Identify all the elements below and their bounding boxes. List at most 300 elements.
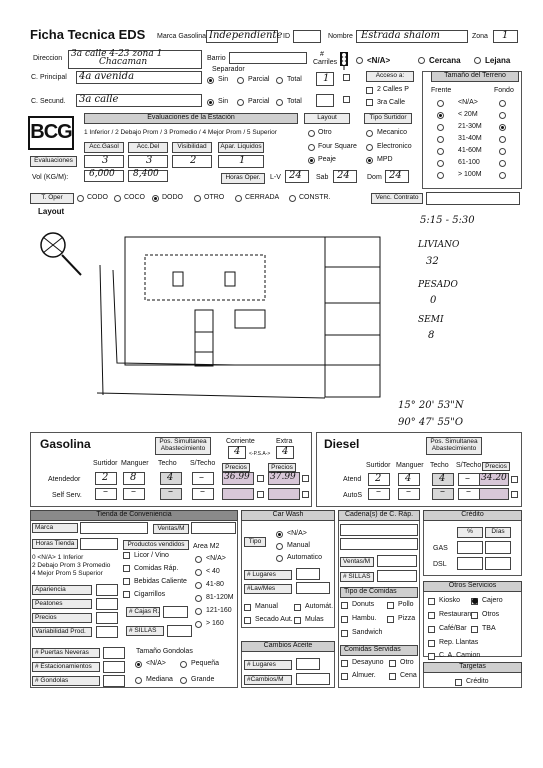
distancia-cercana-radio[interactable] xyxy=(418,57,425,64)
otros-servicio-check[interactable] xyxy=(428,626,435,633)
carwash-check[interactable] xyxy=(244,604,251,611)
tam-gondola-radio[interactable] xyxy=(180,661,187,668)
tienda-producto-label: Licor / Vino xyxy=(134,552,169,559)
tam-gondola-radio[interactable] xyxy=(180,677,187,684)
gasolina-pos-sim-button[interactable]: Pos. Simultanea Abastecimiento xyxy=(155,437,211,455)
tipo-oper-label: CERRADA xyxy=(245,194,280,201)
marca-field[interactable] xyxy=(206,30,283,43)
tres-calle-check[interactable] xyxy=(366,99,373,106)
targetas-credito-check[interactable] xyxy=(455,679,462,686)
tam-gondolas-label: Tamaño Gondolas xyxy=(136,648,193,655)
carwash-lav-field[interactable] xyxy=(296,582,330,594)
otros-servicio-check[interactable] xyxy=(428,598,435,605)
tienda-area-radio[interactable] xyxy=(195,595,202,602)
vol-label: Vol (KG/M): xyxy=(32,174,69,181)
surtidor-type-radio[interactable] xyxy=(366,157,373,164)
otros-servicio-label: Otros xyxy=(482,611,500,618)
evaluacion-value-field[interactable] xyxy=(172,155,212,168)
tienda-scale-3: 4 Mejor Prom 5 Superior xyxy=(32,570,103,577)
surtidor-option-radio[interactable] xyxy=(308,144,315,151)
otros-servicio-check[interactable] xyxy=(471,598,478,605)
principal-parcial-radio[interactable] xyxy=(237,77,244,84)
tipo-oper-radio[interactable] xyxy=(114,195,121,202)
direccion-value-1: 3a calle 4-23 zona 1 xyxy=(71,49,163,59)
cadena-servidas-label: Otro xyxy=(400,659,414,666)
tienda-area-radio[interactable] xyxy=(195,582,202,589)
precio-extra-self-check[interactable] xyxy=(302,491,309,498)
cadena-tipo-check[interactable] xyxy=(341,630,348,637)
vol-value-1: 6,000 xyxy=(89,169,115,179)
terreno-option-label: < 20M xyxy=(458,111,478,118)
tienda-horas-field[interactable] xyxy=(80,538,118,550)
terreno-frente-radio[interactable] xyxy=(437,112,444,119)
tienda-area-label: 81-120M xyxy=(206,594,234,601)
carwash-tipo-radio[interactable] xyxy=(276,555,283,562)
terreno-option-label: <N/A> xyxy=(458,99,478,106)
vol-field-1[interactable] xyxy=(84,170,124,182)
sab-field[interactable] xyxy=(333,170,357,183)
diesel-atend-label: Atend xyxy=(343,476,362,483)
id-field[interactable] xyxy=(293,30,321,43)
tipo-oper-radio[interactable] xyxy=(152,195,159,202)
gasolina-self-field[interactable] xyxy=(192,488,214,500)
cadena-tipo-check[interactable] xyxy=(387,616,394,623)
evaluacion-value: 2 xyxy=(190,155,197,166)
gasolina-atendedor-value: 8 xyxy=(130,472,137,483)
cadena-ventas-field[interactable] xyxy=(377,555,417,567)
distancia-na-radio[interactable] xyxy=(356,57,363,64)
layout-button[interactable]: Layout xyxy=(304,113,350,124)
distancia-na-label: <N/A> xyxy=(367,56,391,65)
terreno-fondo-radio[interactable] xyxy=(499,112,506,119)
horas-oper-button[interactable]: Horas Oper. xyxy=(221,173,265,184)
vol-field-2[interactable] xyxy=(128,170,168,182)
tienda-area-label: 121-160 xyxy=(206,607,232,614)
gasolina-atendedor-field[interactable] xyxy=(123,472,145,485)
psa-label: <-P.S.A-> xyxy=(249,451,271,457)
diesel-auto-field[interactable] xyxy=(458,488,480,500)
gasolina-self-field[interactable] xyxy=(123,488,145,500)
calles-value: 1 xyxy=(323,73,330,84)
otros-servicio-label: TBA xyxy=(482,625,496,632)
tienda-producto-label: Comidas Ráp. xyxy=(134,565,179,572)
tienda-title: Tienda de Conveniencia xyxy=(30,510,238,521)
cadena-servidas-check[interactable] xyxy=(389,660,396,667)
surtidor-type-label: Electronico xyxy=(377,142,412,150)
secund-label: C. Secund. xyxy=(31,98,66,105)
zona-field[interactable] xyxy=(493,30,518,43)
credito-gas-pct-field[interactable] xyxy=(457,541,483,554)
diesel-auto-label: AutoS xyxy=(343,492,363,499)
cadena-tipo-check[interactable] xyxy=(341,616,348,623)
secund-parcial-radio[interactable] xyxy=(237,99,244,106)
secund-calles-field[interactable] xyxy=(316,94,334,107)
surtidor-option-label: Peaje xyxy=(318,156,336,163)
principal-total-label: Total xyxy=(287,76,302,83)
evaluacion-value: 1 xyxy=(239,155,246,166)
principal-value: 4a avenida xyxy=(79,71,135,82)
tienda-ventas-label: Ventas/M xyxy=(153,524,189,534)
precio-corriente-self-check[interactable] xyxy=(257,491,264,498)
calles-check[interactable] xyxy=(343,74,350,81)
surtidor-option-label: Otro xyxy=(318,129,332,136)
principal-total-radio[interactable] xyxy=(276,77,283,84)
tienda-horas-label: Horas Tienda xyxy=(32,539,78,549)
tienda-producto-check[interactable] xyxy=(123,578,130,585)
otros-servicio-label: Rep. Llantas xyxy=(439,639,479,646)
carwash-tipo-label: <N/A> xyxy=(287,530,307,537)
evaluacion-value-field[interactable] xyxy=(218,155,264,168)
venc-contrato-field[interactable] xyxy=(426,192,520,205)
evaluacion-value-field[interactable] xyxy=(84,155,124,168)
terreno-fondo-radio[interactable] xyxy=(499,100,506,107)
cadena-servidas-title: Comidas Servidas xyxy=(340,645,418,656)
credito-dsl-dias-field[interactable] xyxy=(485,557,511,570)
diesel-precio-field[interactable] xyxy=(479,473,509,486)
diesel-auto-field[interactable] xyxy=(368,488,390,500)
venc-contrato-button[interactable]: Venc. Contrato xyxy=(371,193,423,204)
diesel-atend-field[interactable] xyxy=(398,473,420,486)
carwash-tipo-radio[interactable] xyxy=(276,543,283,550)
gasolina-atendedor-field[interactable] xyxy=(192,472,214,485)
cambios-mes-field[interactable] xyxy=(296,673,330,685)
carwash-lugares-field[interactable] xyxy=(296,568,320,580)
precio-extra-field[interactable] xyxy=(268,472,300,485)
zona-value: 1 xyxy=(502,30,509,41)
barrio-field[interactable] xyxy=(229,52,307,64)
lv-field[interactable] xyxy=(285,170,309,183)
surtidor-option-radio[interactable] xyxy=(308,157,315,164)
tienda-area-radio[interactable] xyxy=(195,569,202,576)
layout-note-semi: SEMI xyxy=(418,315,444,325)
form-title: Ficha Tecnica EDS xyxy=(30,27,146,42)
estacionamientos-field[interactable] xyxy=(103,661,125,673)
estacionamientos-label: # Estacionamientos xyxy=(32,662,100,672)
sab-value: 24 xyxy=(337,170,350,181)
diesel-atend-field[interactable] xyxy=(432,473,454,486)
gasolina-col-label: S/Techo xyxy=(190,460,216,467)
cadena-servidas-check[interactable] xyxy=(341,673,348,680)
terreno-fondo-label: Fondo xyxy=(494,87,514,94)
diesel-precio-auto-check[interactable] xyxy=(511,491,518,498)
diesel-title: Diesel xyxy=(324,437,360,451)
diesel-precio-check[interactable] xyxy=(511,476,518,483)
carwash-check-label: Mulas xyxy=(305,616,324,623)
gasolina-col-label: Manguer xyxy=(121,460,149,467)
evaluacion-col-label: Acc.Gasol xyxy=(84,142,124,153)
marca-value: Independiente xyxy=(209,30,283,41)
tienda-scale-1: 0 <N/A> 1 Inferior xyxy=(32,554,84,561)
precio-corriente-field[interactable] xyxy=(222,472,254,485)
terreno-frente-radio[interactable] xyxy=(437,172,444,179)
principal-sin-radio[interactable] xyxy=(207,77,214,84)
principal-sin-label: Sin xyxy=(218,76,229,83)
evaluacion-col-label: Visibilidad xyxy=(172,142,212,153)
otros-servicio-check[interactable] xyxy=(428,653,435,660)
gasolina-col-label: Surtidor xyxy=(93,460,118,467)
diesel-auto-field[interactable] xyxy=(398,488,420,500)
evaluacion-col-label: Acc.Del xyxy=(128,142,168,153)
gasolina-self-field[interactable] xyxy=(160,488,182,500)
tipo-oper-label: CONSTR. xyxy=(299,194,331,201)
tienda-area-radio[interactable] xyxy=(195,608,202,615)
tam-gondola-radio[interactable] xyxy=(135,677,142,684)
gasolina-self-value: – xyxy=(168,486,173,497)
direccion-value-2: Chacaman xyxy=(99,57,148,67)
bcg-logo xyxy=(28,116,74,150)
tienda-sillas-field[interactable] xyxy=(167,625,192,637)
carwash-check-label: Manual xyxy=(255,603,278,610)
tam-gondola-label: Pequeña xyxy=(191,660,220,667)
terreno-fondo-radio[interactable] xyxy=(499,160,506,167)
evaluacion-value: 3 xyxy=(102,155,109,166)
dom-label: Dom xyxy=(367,174,382,181)
tienda-producto-check[interactable] xyxy=(123,552,130,559)
nombre-field[interactable] xyxy=(356,30,468,43)
layout-coord-o: 90° 47' 55"O xyxy=(398,417,464,428)
gasolina-atendedor-field[interactable] xyxy=(160,472,182,485)
tienda-area-label: > 160 xyxy=(206,620,224,627)
diesel-auto-value: – xyxy=(406,486,411,497)
diesel-col-label: Techo xyxy=(430,462,449,469)
cadena-field-1[interactable] xyxy=(340,524,418,536)
precio-extra-check[interactable] xyxy=(302,475,309,482)
terreno-frente-radio[interactable] xyxy=(437,100,444,107)
diesel-auto-field[interactable] xyxy=(432,488,454,500)
tienda-marca-field[interactable] xyxy=(80,522,148,534)
tienda-area-radio[interactable] xyxy=(195,621,202,628)
direccion-field[interactable] xyxy=(68,50,202,69)
tienda-ventas-field[interactable] xyxy=(191,522,236,534)
diesel-col-label: S/Techo xyxy=(456,462,482,469)
evaluaciones-header: Evaluaciones de la Estación xyxy=(84,113,298,124)
otros-servicio-check[interactable] xyxy=(428,612,435,619)
carwash-check[interactable] xyxy=(294,604,301,611)
tienda-eval-label: Peatones xyxy=(32,599,92,609)
sab-label: Sab xyxy=(316,174,329,181)
surtidor-type-radio[interactable] xyxy=(366,144,373,151)
cadena-sillas-label: # SILLAS xyxy=(340,572,374,582)
tienda-scale-2: 2 Debajo Prom 3 Promedio xyxy=(32,562,111,569)
nombre-value: Estrada shalom xyxy=(361,30,440,41)
otros-servicio-check[interactable] xyxy=(471,612,478,619)
tipo-oper-radio[interactable] xyxy=(194,195,201,202)
tienda-cajas-label: # Cajas R. xyxy=(126,607,160,617)
terreno-fondo-radio[interactable] xyxy=(499,136,506,143)
cadena-sillas-field[interactable] xyxy=(377,570,417,582)
barrio-label: Barrio xyxy=(207,55,226,62)
tam-gondola-radio[interactable] xyxy=(135,661,142,668)
layout-note-liviano-value: 32 xyxy=(426,256,439,267)
gasolina-self-value: – xyxy=(200,486,205,497)
precio-extra-self-field[interactable] xyxy=(268,488,300,500)
tienda-eval-field[interactable] xyxy=(96,598,118,610)
evaluacion-value-field[interactable] xyxy=(128,155,168,168)
extra-value: 4 xyxy=(282,446,289,457)
dos-calles-check[interactable] xyxy=(366,87,373,94)
terreno-fondo-radio[interactable] xyxy=(499,172,506,179)
layout-note-pesado-value: 0 xyxy=(430,295,437,306)
tipo-oper-label: DODO xyxy=(162,194,183,201)
carwash-tipo-label: Tipo xyxy=(244,537,266,547)
diesel-precio-value: 34.20 xyxy=(481,473,507,483)
evaluaciones-scale: 1 Inferior / 2 Debajo Prom / 3 Promedio / 4 Mejor Prom / 5 Superior xyxy=(84,129,277,136)
dom-field[interactable] xyxy=(385,170,409,183)
otros-servicio-check[interactable] xyxy=(428,640,435,647)
vol-value-2: 8,400 xyxy=(133,169,159,179)
diesel-precios-label: Precios xyxy=(482,462,510,471)
diesel-atend-value: 4 xyxy=(439,473,446,484)
tienda-area-label: Area M2 xyxy=(193,543,220,550)
cadena-servidas-check[interactable] xyxy=(389,673,396,680)
diesel-auto-value: – xyxy=(466,486,471,497)
diesel-col-label: Manguer xyxy=(396,462,424,469)
tienda-producto-check[interactable] xyxy=(123,565,130,572)
diesel-precio-auto-field[interactable] xyxy=(479,488,509,500)
tienda-area-label: < 40 xyxy=(206,568,220,575)
credito-dsl-pct-field[interactable] xyxy=(457,557,483,570)
carwash-check-label: Secado Aut. xyxy=(255,616,293,623)
cadena-tipo-label: Pizza xyxy=(398,615,416,622)
terreno-frente-radio[interactable] xyxy=(437,160,444,167)
distancia-lejana-radio[interactable] xyxy=(474,57,481,64)
bcg-logo-text: BCG xyxy=(30,121,72,143)
gasolina-self-field[interactable] xyxy=(95,488,117,500)
carwash-check[interactable] xyxy=(244,617,251,624)
gondolas-field[interactable] xyxy=(103,675,125,687)
cambios-lugares-field[interactable] xyxy=(296,658,320,670)
cadena-servidas-label: Cena xyxy=(400,672,417,679)
precio-corriente-check[interactable] xyxy=(257,475,264,482)
tipo-surtidor-button[interactable]: Tipo Surtidor xyxy=(364,113,412,124)
carwash-check[interactable] xyxy=(294,617,301,624)
cadena-servidas-label: Desayuno xyxy=(352,659,384,666)
dom-value: 24 xyxy=(389,170,402,181)
secund-field[interactable] xyxy=(76,94,202,107)
terreno-frente-radio[interactable] xyxy=(437,124,444,131)
cadena-tipo-check[interactable] xyxy=(387,602,394,609)
traffic-light-icon xyxy=(338,52,350,70)
credito-dsl-label: DSL xyxy=(433,561,447,568)
cadena-tipo-label: Hambu. xyxy=(352,615,377,622)
tipo-oper-button[interactable]: T. Oper xyxy=(30,193,74,204)
tipo-oper-label: CODO xyxy=(87,194,108,201)
tienda-producto-check[interactable] xyxy=(123,591,130,598)
calles-label: Carriles xyxy=(313,59,338,66)
dos-calles-label: 2 Calles P xyxy=(377,86,409,93)
credito-dias-label: Días xyxy=(485,527,511,538)
diesel-atend-value: 4 xyxy=(405,473,412,484)
carwash-tipo-radio[interactable] xyxy=(276,531,283,538)
diesel-atend-value: – xyxy=(465,473,470,484)
diesel-atend-value: 2 xyxy=(375,473,382,484)
tienda-eval-field[interactable] xyxy=(96,612,118,624)
puertas-neveras-field[interactable] xyxy=(103,647,125,659)
layout-sketch xyxy=(35,215,405,430)
otros-servicio-label: Kiosko xyxy=(439,597,461,604)
layout-note-liviano: LIVIANO xyxy=(418,240,460,250)
principal-label: C. Principal xyxy=(31,74,67,81)
surtidor-type-label: Mecanico xyxy=(377,129,407,136)
terreno-fondo-radio[interactable] xyxy=(499,148,506,155)
principal-field[interactable] xyxy=(76,71,202,84)
carwash-tipo-label: Manual xyxy=(287,542,310,549)
otros-servicio-check[interactable] xyxy=(471,626,478,633)
evaluacion-col-label: Apar. Liquidos xyxy=(218,142,264,153)
secund-calles-check[interactable] xyxy=(343,96,350,103)
acceso-button[interactable]: Acceso a: xyxy=(366,71,414,82)
surtidor-type-label: MPD xyxy=(377,156,393,163)
diesel-atend-field[interactable] xyxy=(368,473,390,486)
layout-note-semi-value: 8 xyxy=(428,330,435,341)
tipo-oper-radio[interactable] xyxy=(235,195,242,202)
cadena-tipo-check[interactable] xyxy=(341,602,348,609)
tienda-eval-label: Precios xyxy=(32,613,92,623)
targetas-credito-label: Crédito xyxy=(466,678,489,685)
carwash-check-label: Automát. xyxy=(305,603,334,610)
zona-label: Zona xyxy=(472,33,488,40)
surtidor-option-radio[interactable] xyxy=(308,130,315,137)
separador-label: Separador xyxy=(212,66,245,73)
tienda-cajas-field[interactable] xyxy=(163,606,188,618)
gasolina-self-value: – xyxy=(131,486,136,497)
secund-total-radio[interactable] xyxy=(276,99,283,106)
secund-sin-label: Sin xyxy=(218,98,229,105)
layout-coord-n: 15° 20' 53"N xyxy=(398,400,464,411)
gasolina-atendedor-field[interactable] xyxy=(95,472,117,485)
terreno-option-label: 41-60M xyxy=(458,147,482,154)
principal-parcial-label: Parcial xyxy=(248,76,270,83)
gasolina-col-label: Techo xyxy=(158,460,177,467)
terreno-frente-radio[interactable] xyxy=(437,148,444,155)
credito-gas-dias-field[interactable] xyxy=(485,541,511,554)
layout-note-time: 5:15 - 5:30 xyxy=(420,215,475,226)
tam-gondola-label: Mediana xyxy=(146,676,173,683)
lv-label: L-V xyxy=(270,174,281,181)
tienda-eval-field[interactable] xyxy=(96,626,118,638)
layout-note-pesado: PESADO xyxy=(418,280,458,290)
cadena-field-2[interactable] xyxy=(340,538,418,550)
puertas-neveras-label: # Puertas Neveras xyxy=(32,648,100,658)
cambios-mes-label: #Cambios/M xyxy=(244,675,292,685)
direccion-label: Direccion xyxy=(33,55,63,62)
diesel-auto-value: – xyxy=(376,486,381,497)
corriente-field[interactable] xyxy=(228,446,246,459)
diesel-pos-sim-button[interactable]: Pos. Simultanea Abastecimiento xyxy=(426,437,482,455)
tienda-eval-field[interactable] xyxy=(96,584,118,596)
carwash-lav-label: #Lav/Mes xyxy=(244,584,292,594)
surtidor-option-label: Four Square xyxy=(318,143,357,150)
nombre-label: Nombre xyxy=(328,33,353,40)
diesel-atend-field[interactable] xyxy=(458,473,480,486)
tienda-area-radio[interactable] xyxy=(195,556,202,563)
secund-sin-radio[interactable] xyxy=(207,99,214,106)
secund-value: 3a calle xyxy=(79,94,119,105)
terreno-frente-radio[interactable] xyxy=(437,136,444,143)
otros-title: Otros Servicios xyxy=(423,581,522,592)
terreno-fondo-radio[interactable] xyxy=(499,124,506,131)
calles-field[interactable] xyxy=(316,72,334,86)
gasolina-precios-label-2: Precios xyxy=(268,463,296,472)
precio-corriente-self-field[interactable] xyxy=(222,488,254,500)
tipo-oper-radio[interactable] xyxy=(77,195,84,202)
tipo-oper-radio[interactable] xyxy=(289,195,296,202)
surtidor-type-radio[interactable] xyxy=(366,130,373,137)
extra-field[interactable] xyxy=(276,446,294,459)
carwash-lugares-label: # Lugares xyxy=(244,570,292,580)
carwash-tipo-label: Automatico xyxy=(287,554,323,561)
cadena-servidas-check[interactable] xyxy=(341,660,348,667)
